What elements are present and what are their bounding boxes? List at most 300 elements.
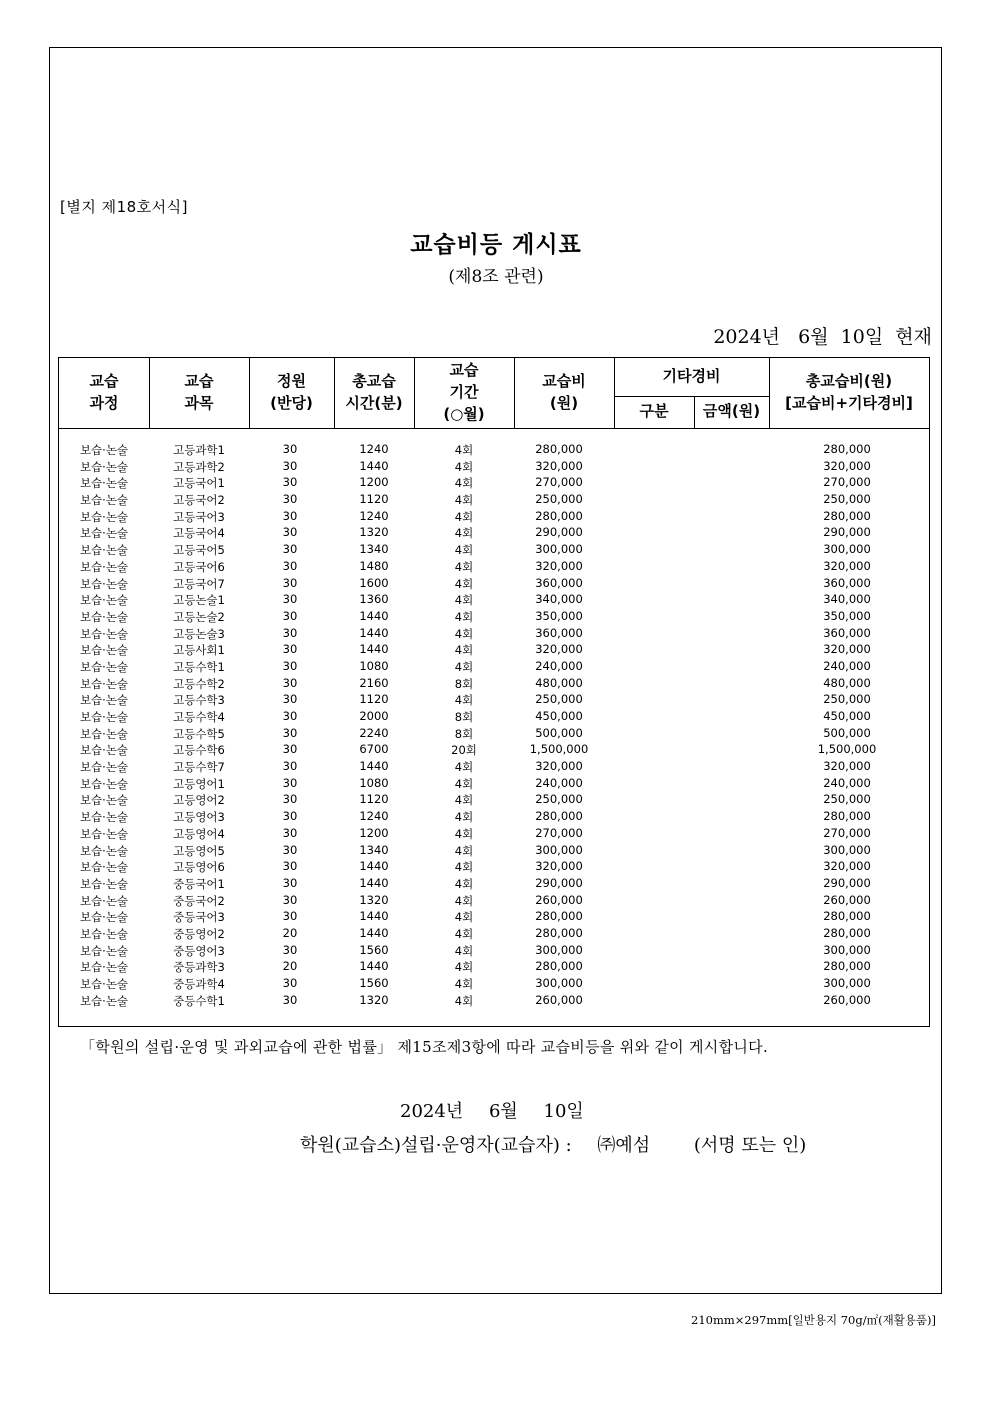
cell-course: 보습·논술 xyxy=(79,776,129,791)
cell-subject: 고등국어1 xyxy=(173,476,225,491)
cell-course: 보습·논술 xyxy=(79,459,129,474)
cell-total-fee: 320,000 xyxy=(823,759,871,774)
cell-fee: 260,000 xyxy=(535,992,583,1007)
operator-name: ㈜예섬 xyxy=(597,1135,651,1156)
cell-period: 4회 xyxy=(454,643,474,658)
sign-date-day: 10일 xyxy=(543,1101,584,1122)
cell-course: 보습·논술 xyxy=(79,943,129,958)
cell-capacity: 30 xyxy=(282,775,298,790)
cell-fee: 260,000 xyxy=(535,892,583,907)
table-row xyxy=(59,893,929,910)
header-course: 교습 과정 xyxy=(89,372,119,412)
table-row xyxy=(59,792,929,809)
cell-course: 보습·논술 xyxy=(79,810,129,825)
cell-period: 4회 xyxy=(454,793,474,808)
table-row xyxy=(59,509,929,526)
cell-course: 보습·논술 xyxy=(79,876,129,891)
cell-total-fee: 260,000 xyxy=(823,992,871,1007)
table-row xyxy=(59,442,929,459)
cell-total-fee: 280,000 xyxy=(823,442,871,456)
cell-subject: 중등영어2 xyxy=(173,926,225,941)
cell-course: 보습·논술 xyxy=(79,593,129,608)
cell-period: 4회 xyxy=(454,776,474,791)
cell-fee: 250,000 xyxy=(535,692,583,707)
header-category: 구분 xyxy=(639,402,669,421)
cell-total-hours: 1120 xyxy=(359,492,389,507)
header-divider xyxy=(514,358,515,428)
cell-subject: 고등국어4 xyxy=(173,526,225,541)
cell-period: 4회 xyxy=(454,860,474,875)
cell-total-fee: 280,000 xyxy=(823,959,871,974)
table-row xyxy=(59,909,929,926)
cell-period: 4회 xyxy=(454,526,474,541)
sign-date-year: 2024년 xyxy=(400,1101,464,1122)
cell-total-fee: 280,000 xyxy=(823,909,871,924)
table-row xyxy=(59,959,929,976)
cell-subject: 중등국어1 xyxy=(173,876,225,891)
cell-total-hours: 1200 xyxy=(359,475,389,490)
header-divider xyxy=(694,396,695,428)
cell-fee: 350,000 xyxy=(535,608,583,623)
cell-total-hours: 1440 xyxy=(359,959,389,974)
cell-fee: 240,000 xyxy=(535,658,583,673)
cell-capacity: 30 xyxy=(282,842,298,857)
cell-capacity: 30 xyxy=(282,458,298,473)
cell-fee: 320,000 xyxy=(535,458,583,473)
header-period: 교습 기간 (○월) xyxy=(443,361,485,423)
cell-fee: 450,000 xyxy=(535,709,583,723)
cell-period: 4회 xyxy=(454,960,474,975)
header-divider xyxy=(334,358,335,428)
table-row xyxy=(59,759,929,776)
cell-total-fee: 290,000 xyxy=(823,875,871,890)
table-header xyxy=(59,358,929,429)
page-subtitle: (제8조 관련) xyxy=(448,267,544,287)
header-divider xyxy=(614,396,769,397)
header-other-expenses: 기타경비 xyxy=(662,367,721,386)
cell-fee: 300,000 xyxy=(535,942,583,957)
cell-fee: 300,000 xyxy=(535,542,583,557)
cell-course: 보습·논술 xyxy=(79,559,129,574)
cell-capacity: 30 xyxy=(282,759,298,774)
cell-capacity: 30 xyxy=(282,625,298,640)
cell-total-hours: 1440 xyxy=(359,909,389,924)
cell-period: 4회 xyxy=(454,543,474,558)
cell-fee: 320,000 xyxy=(535,759,583,774)
cell-capacity: 30 xyxy=(282,709,298,723)
cell-period: 4회 xyxy=(454,576,474,591)
cell-total-fee: 280,000 xyxy=(823,508,871,523)
cell-subject: 고등논술3 xyxy=(173,626,225,641)
cell-total-fee: 350,000 xyxy=(823,608,871,623)
cell-period: 4회 xyxy=(454,926,474,941)
cell-fee: 280,000 xyxy=(535,909,583,924)
cell-period: 4회 xyxy=(454,659,474,674)
cell-subject: 고등수학5 xyxy=(173,726,225,741)
cell-fee: 290,000 xyxy=(535,875,583,890)
cell-course: 보습·논술 xyxy=(79,609,129,624)
cell-total-hours: 1320 xyxy=(359,525,389,540)
cell-total-hours: 1320 xyxy=(359,892,389,907)
cell-subject: 중등국어2 xyxy=(173,893,225,908)
signature-line xyxy=(300,1131,806,1157)
cell-subject: 고등국어7 xyxy=(173,576,225,591)
cell-total-hours: 1440 xyxy=(359,875,389,890)
cell-total-hours: 1600 xyxy=(359,575,389,590)
cell-capacity: 30 xyxy=(282,492,298,507)
table-row xyxy=(59,676,929,693)
cell-total-hours: 2160 xyxy=(359,675,389,690)
form-number: [별지 제18호서식] xyxy=(60,198,188,216)
cell-total-hours: 1080 xyxy=(359,658,389,673)
cell-course: 보습·논술 xyxy=(79,726,129,741)
header-amount: 금액(원) xyxy=(702,402,761,421)
cell-fee: 320,000 xyxy=(535,859,583,874)
sign-date-month: 6월 xyxy=(488,1101,518,1122)
cell-capacity: 30 xyxy=(282,592,298,607)
cell-period: 4회 xyxy=(454,593,474,608)
cell-capacity: 30 xyxy=(282,442,298,456)
cell-total-fee: 240,000 xyxy=(823,658,871,673)
cell-course: 보습·논술 xyxy=(79,576,129,591)
cell-fee: 280,000 xyxy=(535,508,583,523)
cell-capacity: 30 xyxy=(282,575,298,590)
cell-capacity: 30 xyxy=(282,825,298,840)
cell-capacity: 20 xyxy=(282,925,298,940)
cell-course: 보습·논술 xyxy=(79,659,129,674)
cell-capacity: 30 xyxy=(282,942,298,957)
cell-capacity: 30 xyxy=(282,558,298,573)
cell-total-fee: 270,000 xyxy=(823,475,871,490)
cell-course: 보습·논술 xyxy=(79,526,129,541)
cell-fee: 320,000 xyxy=(535,642,583,657)
page-title: 교습비등 게시표 xyxy=(410,232,582,258)
table-row xyxy=(59,659,929,676)
cell-subject: 고등영어3 xyxy=(173,810,225,825)
header-total-hours: 총교습 시간(분) xyxy=(345,372,403,412)
fee-table xyxy=(58,357,930,1027)
cell-course: 보습·논술 xyxy=(79,860,129,875)
cell-fee: 270,000 xyxy=(535,475,583,490)
cell-capacity: 30 xyxy=(282,725,298,740)
cell-total-fee: 300,000 xyxy=(823,842,871,857)
cell-total-fee: 320,000 xyxy=(823,558,871,573)
cell-total-hours: 1200 xyxy=(359,825,389,840)
cell-period: 4회 xyxy=(454,693,474,708)
cell-total-hours: 1440 xyxy=(359,458,389,473)
table-row xyxy=(59,726,929,743)
cell-total-fee: 240,000 xyxy=(823,775,871,790)
cell-period: 4회 xyxy=(454,977,474,991)
table-row xyxy=(59,776,929,793)
cell-course: 보습·논술 xyxy=(79,476,129,491)
cell-subject: 고등수학6 xyxy=(173,743,225,758)
table-row xyxy=(59,626,929,643)
table-row xyxy=(59,559,929,576)
cell-subject: 고등영어4 xyxy=(173,826,225,841)
cell-subject: 중등수학1 xyxy=(173,993,225,1008)
cell-total-fee: 300,000 xyxy=(823,542,871,557)
cell-period: 20회 xyxy=(451,743,477,758)
table-row xyxy=(59,475,929,492)
cell-fee: 250,000 xyxy=(535,492,583,507)
cell-course: 보습·논술 xyxy=(79,893,129,908)
cell-total-fee: 250,000 xyxy=(823,692,871,707)
table-row xyxy=(59,542,929,559)
table-row xyxy=(59,876,929,893)
cell-period: 8회 xyxy=(454,726,474,741)
cell-subject: 고등수학7 xyxy=(173,760,225,775)
cell-fee: 1,500,000 xyxy=(529,742,589,757)
cell-total-hours: 1240 xyxy=(359,809,389,824)
cell-fee: 280,000 xyxy=(535,925,583,940)
table-row xyxy=(59,993,929,1010)
cell-total-hours: 1080 xyxy=(359,775,389,790)
cell-subject: 고등국어3 xyxy=(173,509,225,524)
cell-total-hours: 1440 xyxy=(359,925,389,940)
cell-capacity: 30 xyxy=(282,675,298,690)
table-row xyxy=(59,592,929,609)
cell-capacity: 30 xyxy=(282,875,298,890)
cell-capacity: 30 xyxy=(282,608,298,623)
cell-course: 보습·논술 xyxy=(79,443,129,457)
cell-fee: 300,000 xyxy=(535,842,583,857)
cell-total-hours: 1440 xyxy=(359,642,389,657)
table-row xyxy=(59,809,929,826)
cell-total-hours: 1240 xyxy=(359,508,389,523)
cell-total-fee: 360,000 xyxy=(823,625,871,640)
cell-total-hours: 1120 xyxy=(359,692,389,707)
table-row xyxy=(59,492,929,509)
cell-subject: 중등영어3 xyxy=(173,943,225,958)
sign-date xyxy=(400,1097,604,1123)
cell-capacity: 30 xyxy=(282,692,298,707)
cell-total-fee: 480,000 xyxy=(823,675,871,690)
header-fee: 교습비 (원) xyxy=(542,372,586,412)
cell-total-fee: 340,000 xyxy=(823,592,871,607)
cell-course: 보습·논술 xyxy=(79,643,129,658)
cell-period: 4회 xyxy=(454,893,474,908)
cell-course: 보습·논술 xyxy=(79,977,129,991)
cell-subject: 고등수학4 xyxy=(173,710,225,724)
cell-period: 4회 xyxy=(454,910,474,925)
cell-capacity: 30 xyxy=(282,809,298,824)
cell-course: 보습·논술 xyxy=(79,710,129,724)
cell-capacity: 30 xyxy=(282,475,298,490)
cell-total-fee: 320,000 xyxy=(823,859,871,874)
paper-spec: 210mm×297mm[일반용지 70g/㎡(재활용품)] xyxy=(691,1313,936,1327)
cell-total-hours: 1560 xyxy=(359,976,389,990)
cell-total-fee: 260,000 xyxy=(823,892,871,907)
cell-total-fee: 360,000 xyxy=(823,575,871,590)
table-row xyxy=(59,943,929,960)
cell-subject: 고등사회1 xyxy=(173,643,225,658)
cell-period: 4회 xyxy=(454,609,474,624)
header-divider xyxy=(614,358,615,428)
header-divider xyxy=(414,358,415,428)
as-of-date: 2024년 6월 10일 현재 xyxy=(713,326,932,348)
cell-fee: 480,000 xyxy=(535,675,583,690)
header-divider xyxy=(149,358,150,428)
cell-total-fee: 250,000 xyxy=(823,492,871,507)
cell-course: 보습·논술 xyxy=(79,793,129,808)
table-row xyxy=(59,459,929,476)
cell-subject: 고등수학1 xyxy=(173,659,225,674)
cell-course: 보습·논술 xyxy=(79,760,129,775)
cell-subject: 고등국어5 xyxy=(173,543,225,558)
cell-capacity: 30 xyxy=(282,859,298,874)
cell-subject: 고등논술2 xyxy=(173,609,225,624)
cell-fee: 500,000 xyxy=(535,725,583,740)
table-row xyxy=(59,609,929,626)
cell-fee: 360,000 xyxy=(535,575,583,590)
cell-total-hours: 2240 xyxy=(359,725,389,740)
cell-capacity: 30 xyxy=(282,742,298,757)
cell-capacity: 30 xyxy=(282,892,298,907)
cell-period: 8회 xyxy=(454,676,474,691)
table-row xyxy=(59,976,929,993)
cell-course: 보습·논술 xyxy=(79,493,129,508)
cell-course: 보습·논술 xyxy=(79,626,129,641)
header-total-fee: 총교습비(원) [교습비+기타경비] xyxy=(785,372,913,412)
cell-capacity: 30 xyxy=(282,658,298,673)
cell-total-hours: 1360 xyxy=(359,592,389,607)
cell-fee: 320,000 xyxy=(535,558,583,573)
cell-subject: 고등과학1 xyxy=(173,443,225,457)
cell-total-hours: 1320 xyxy=(359,992,389,1007)
cell-capacity: 30 xyxy=(282,525,298,540)
cell-period: 4회 xyxy=(454,626,474,641)
table-body xyxy=(59,442,929,1009)
cell-subject: 중등국어3 xyxy=(173,910,225,925)
table-row xyxy=(59,692,929,709)
cell-course: 보습·논술 xyxy=(79,676,129,691)
cell-course: 보습·논술 xyxy=(79,509,129,524)
header-divider xyxy=(249,358,250,428)
cell-total-hours: 1340 xyxy=(359,542,389,557)
cell-total-hours: 1440 xyxy=(359,759,389,774)
cell-course: 보습·논술 xyxy=(79,826,129,841)
cell-total-hours: 2000 xyxy=(359,709,389,723)
cell-total-hours: 1340 xyxy=(359,842,389,857)
cell-period: 4회 xyxy=(454,493,474,508)
cell-subject: 고등영어5 xyxy=(173,843,225,858)
cell-total-hours: 1560 xyxy=(359,942,389,957)
cell-total-hours: 1120 xyxy=(359,792,389,807)
table-row xyxy=(59,926,929,943)
header-subject: 교습 과목 xyxy=(184,372,214,412)
cell-total-fee: 250,000 xyxy=(823,792,871,807)
cell-period: 8회 xyxy=(454,710,474,724)
cell-total-fee: 320,000 xyxy=(823,642,871,657)
cell-total-fee: 320,000 xyxy=(823,458,871,473)
table-row xyxy=(59,642,929,659)
cell-total-fee: 270,000 xyxy=(823,825,871,840)
cell-course: 보습·논술 xyxy=(79,543,129,558)
cell-capacity: 30 xyxy=(282,642,298,657)
cell-capacity: 30 xyxy=(282,976,298,990)
cell-course: 보습·논술 xyxy=(79,743,129,758)
cell-fee: 300,000 xyxy=(535,976,583,990)
header-capacity: 정원 (반당) xyxy=(270,372,313,412)
cell-period: 4회 xyxy=(454,509,474,524)
cell-fee: 360,000 xyxy=(535,625,583,640)
table-row xyxy=(59,843,929,860)
cell-fee: 290,000 xyxy=(535,525,583,540)
table-row xyxy=(59,859,929,876)
cell-period: 4회 xyxy=(454,943,474,958)
cell-capacity: 30 xyxy=(282,508,298,523)
cell-capacity: 30 xyxy=(282,909,298,924)
cell-total-hours: 6700 xyxy=(359,742,389,757)
header-divider xyxy=(769,358,770,428)
cell-subject: 고등국어2 xyxy=(173,493,225,508)
cell-subject: 고등영어6 xyxy=(173,860,225,875)
cell-fee: 280,000 xyxy=(535,809,583,824)
cell-period: 4회 xyxy=(454,876,474,891)
cell-fee: 250,000 xyxy=(535,792,583,807)
cell-fee: 280,000 xyxy=(535,959,583,974)
cell-subject: 고등수학3 xyxy=(173,693,225,708)
cell-period: 4회 xyxy=(454,443,474,457)
cell-period: 4회 xyxy=(454,760,474,775)
cell-period: 4회 xyxy=(454,476,474,491)
cell-total-fee: 280,000 xyxy=(823,809,871,824)
signature-label: 학원(교습소)설립·운영자(교습자) : xyxy=(300,1135,572,1156)
signature-note: (서명 또는 인) xyxy=(693,1135,807,1156)
cell-capacity: 30 xyxy=(282,542,298,557)
table-row xyxy=(59,742,929,759)
cell-fee: 270,000 xyxy=(535,825,583,840)
legal-notice: 「학원의 설립·운영 및 과외교습에 관한 법률」 제15조제3항에 따라 교습비등을 위와 같이 게시합니다. xyxy=(80,1038,769,1056)
cell-subject: 고등영어2 xyxy=(173,793,225,808)
cell-period: 4회 xyxy=(454,993,474,1008)
cell-total-fee: 1,500,000 xyxy=(817,742,877,757)
cell-total-fee: 500,000 xyxy=(823,725,871,740)
cell-period: 4회 xyxy=(454,810,474,825)
cell-subject: 고등논술1 xyxy=(173,593,225,608)
cell-total-fee: 300,000 xyxy=(823,976,871,990)
cell-subject: 고등과학2 xyxy=(173,459,225,474)
cell-period: 4회 xyxy=(454,459,474,474)
cell-total-fee: 450,000 xyxy=(823,709,871,723)
cell-capacity: 20 xyxy=(282,959,298,974)
cell-course: 보습·논술 xyxy=(79,910,129,925)
cell-subject: 고등국어6 xyxy=(173,559,225,574)
cell-total-fee: 300,000 xyxy=(823,942,871,957)
cell-subject: 고등영어1 xyxy=(173,776,225,791)
cell-total-hours: 1440 xyxy=(359,608,389,623)
cell-total-hours: 1240 xyxy=(359,442,389,456)
cell-total-hours: 1440 xyxy=(359,625,389,640)
cell-course: 보습·논술 xyxy=(79,926,129,941)
cell-fee: 240,000 xyxy=(535,775,583,790)
cell-fee: 340,000 xyxy=(535,592,583,607)
cell-period: 4회 xyxy=(454,843,474,858)
cell-capacity: 30 xyxy=(282,792,298,807)
cell-subject: 중등과학3 xyxy=(173,960,225,975)
cell-course: 보습·논술 xyxy=(79,993,129,1008)
cell-subject: 중등과학4 xyxy=(173,977,225,991)
cell-subject: 고등수학2 xyxy=(173,676,225,691)
cell-capacity: 30 xyxy=(282,992,298,1007)
cell-course: 보습·논술 xyxy=(79,693,129,708)
table-row xyxy=(59,826,929,843)
cell-course: 보습·논술 xyxy=(79,960,129,975)
table-row xyxy=(59,576,929,593)
table-row xyxy=(59,709,929,726)
cell-period: 4회 xyxy=(454,826,474,841)
